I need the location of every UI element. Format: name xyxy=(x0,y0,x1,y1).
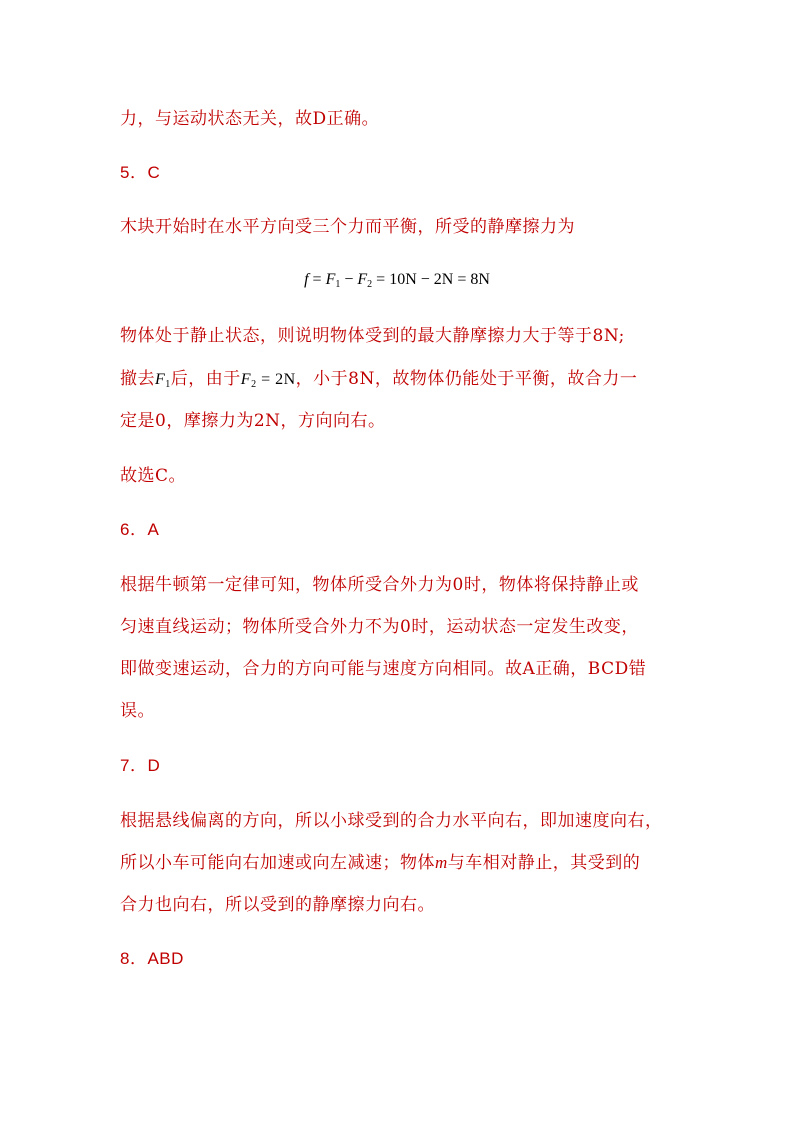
answer-heading-7: 7．D xyxy=(120,756,161,775)
text-line: 物体处于静止状态，则说明物体受到的最大静摩擦力大于等于8N; xyxy=(120,326,625,346)
text-segment: 撤去 xyxy=(120,369,155,389)
text-segment: 所以小车可能向右加速或向左减速；物体 xyxy=(120,853,435,873)
text-line xyxy=(120,852,640,874)
answer-heading-5: 5．C xyxy=(120,163,161,182)
text-line: 误。 xyxy=(120,701,155,721)
text-line: 故选C。 xyxy=(120,466,187,486)
text-line xyxy=(120,368,637,396)
formula-F1: F xyxy=(325,271,336,288)
formula-F2-sub: 2 xyxy=(367,279,373,290)
text-line: 根据牛顿第一定律可知，物体所受合外力为0时，物体将保持静止或 xyxy=(120,575,639,595)
text-segment: 与车相对静止，其受到的 xyxy=(447,853,641,873)
formula-f: f xyxy=(304,271,309,288)
math-F2-sub: 2 xyxy=(251,379,257,390)
formula-eq: = xyxy=(308,271,326,288)
math-F1-sub: 1 xyxy=(165,379,171,390)
text-line: 合力也向右，所以受到的静摩擦力向右。 xyxy=(120,895,435,915)
text-segment: 后，由于 xyxy=(170,369,241,389)
friction-formula xyxy=(0,269,794,296)
answer-heading-8: 8．ABD xyxy=(120,949,184,968)
math-F2-value: = 2N xyxy=(256,371,296,388)
math-F1: F xyxy=(155,371,166,388)
math-F2: F xyxy=(240,371,252,388)
answer-heading-6: 6．A xyxy=(120,520,160,539)
text-line: 匀速直线运动；物体所受合外力不为0时，运动状态一定发生改变， xyxy=(120,617,639,637)
inline-math-F1 xyxy=(155,371,171,388)
text-segment: ，小于8N，故物体仍能处于平衡，故合力一 xyxy=(295,369,638,389)
formula-minus: − xyxy=(340,271,358,288)
inline-math-F2 xyxy=(241,371,296,388)
formula-F2: F xyxy=(357,271,368,288)
formula-F1-sub: 1 xyxy=(335,279,341,290)
text-line: 力，与运动状态无关，故D正确。 xyxy=(120,109,380,129)
text-line: 定是0，摩擦力为2N，方向向右。 xyxy=(120,411,386,431)
text-line: 即做变速运动，合力的方向可能与速度方向相同。故A正确，BCD错 xyxy=(120,659,647,679)
text-line: 木块开始时在水平方向受三个力而平衡，所受的静摩擦力为 xyxy=(120,217,575,237)
text-line: 根据悬线偏离的方向，所以小球受到的合力水平向右，即加速度向右， xyxy=(120,811,663,831)
math-m: m xyxy=(435,853,448,872)
formula-rest: = 10N − 2N = 8N xyxy=(372,271,490,288)
